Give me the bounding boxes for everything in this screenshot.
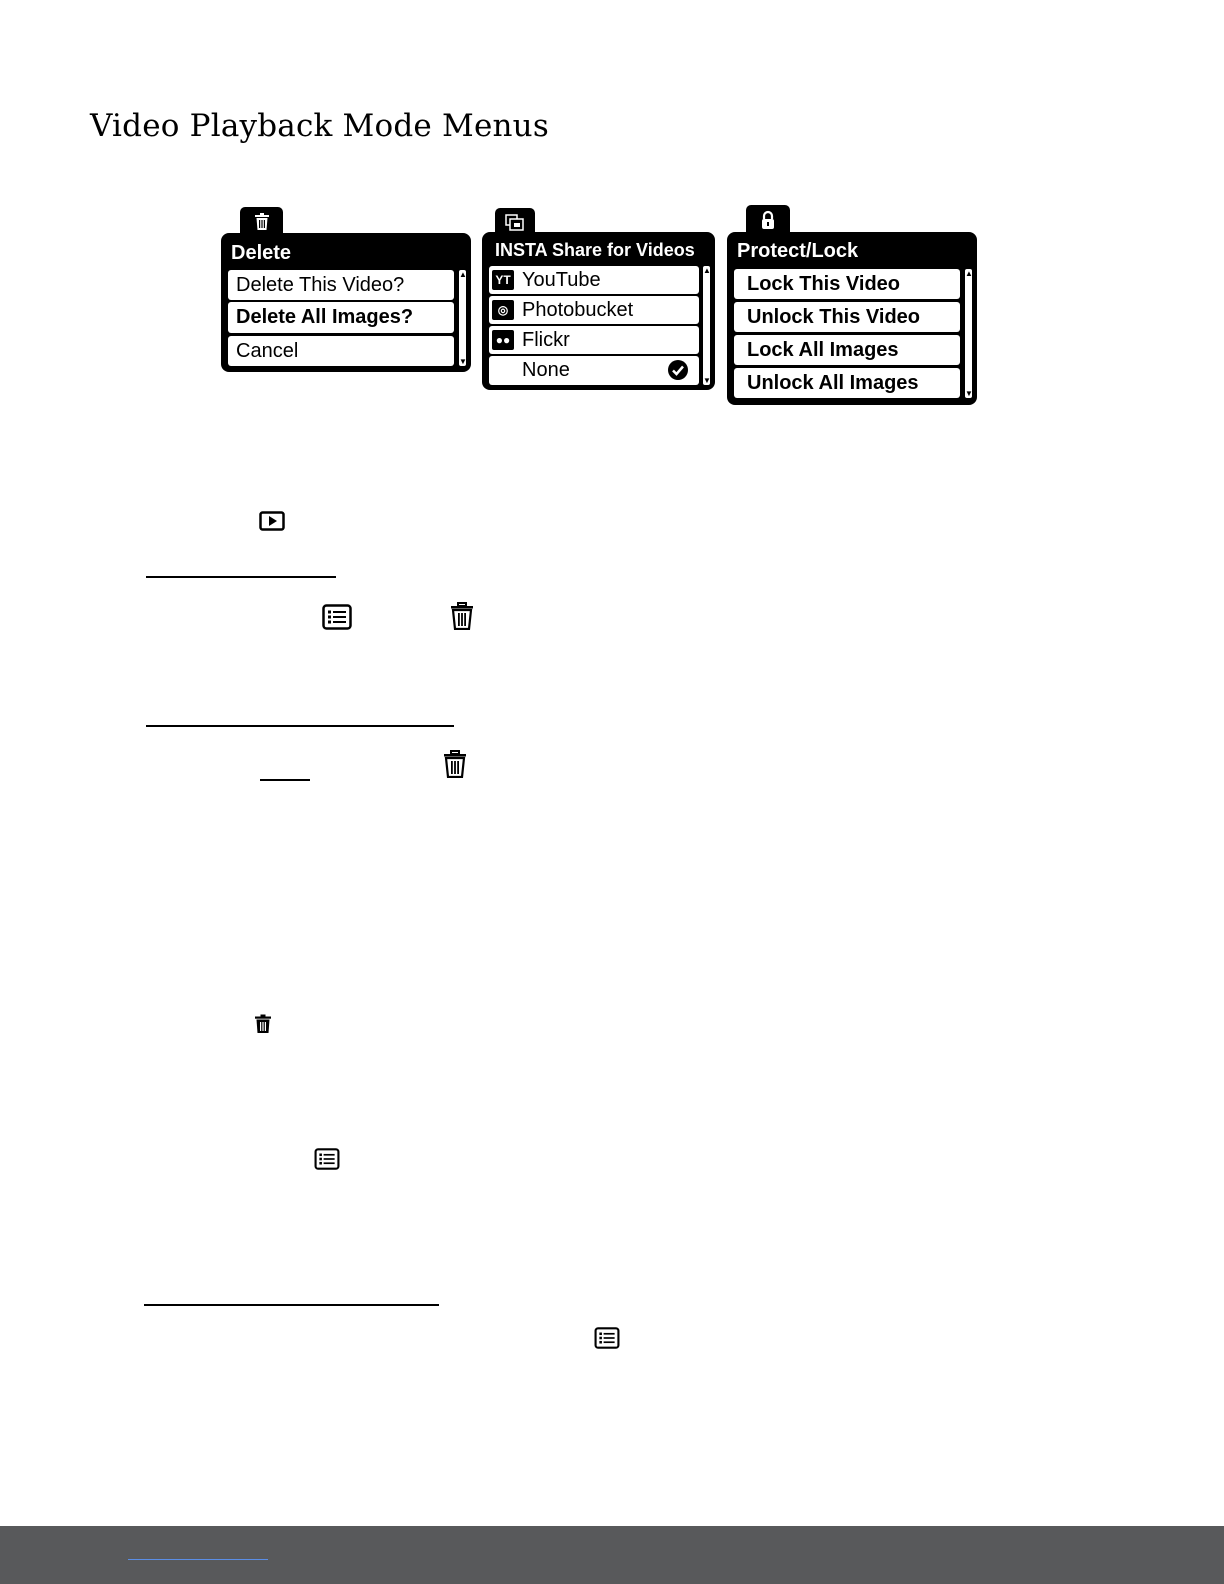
lock-icon: [760, 210, 776, 230]
delete-all-images-option[interactable]: Delete All Images?: [228, 302, 454, 333]
cancel-option[interactable]: Cancel: [228, 336, 454, 366]
trash-icon: [254, 213, 270, 231]
trash-icon: [442, 750, 468, 778]
share-photobucket-label: Photobucket: [522, 298, 634, 321]
check-icon: [667, 359, 689, 381]
menu-icon: [322, 604, 352, 630]
insta-share-scrollbar[interactable]: [703, 266, 710, 385]
delete-menu-header: Delete: [231, 242, 292, 264]
insta-share-menu-header: INSTA Share for Videos: [495, 240, 695, 260]
scroll-down-arrow-icon[interactable]: ▼: [703, 376, 711, 385]
footer-link[interactable]: [128, 1559, 268, 1560]
scroll-down-arrow-icon[interactable]: ▼: [965, 389, 973, 398]
delete-scrollbar[interactable]: [459, 270, 466, 366]
youtube-icon: YT: [492, 270, 514, 290]
menu-icon: [594, 1327, 620, 1349]
scroll-up-arrow-icon[interactable]: ▲: [459, 270, 467, 279]
flickr-icon: ●●: [492, 330, 514, 350]
trash-icon: [449, 602, 475, 630]
lock-this-video-option[interactable]: Lock This Video: [734, 269, 960, 299]
lock-all-images-option[interactable]: Lock All Images: [734, 335, 960, 365]
footer-bar: [0, 1526, 1224, 1584]
share-flickr-label: Flickr: [522, 328, 570, 351]
menu-icon: [314, 1148, 340, 1170]
scroll-up-arrow-icon[interactable]: ▲: [703, 266, 711, 275]
playback-icon: [259, 511, 285, 531]
share-flickr-option[interactable]: [489, 326, 699, 354]
share-youtube-label: YouTube: [522, 268, 601, 291]
share-icon: [505, 214, 525, 232]
section-rule-3: [144, 1304, 439, 1306]
share-none-option[interactable]: [489, 356, 699, 385]
protect-lock-scrollbar[interactable]: [965, 269, 972, 398]
section-rule-1: [146, 576, 336, 578]
section-rule-2: [146, 725, 454, 727]
share-youtube-option[interactable]: [489, 266, 699, 294]
protect-lock-tab: [746, 205, 790, 235]
underline-rule: [260, 779, 310, 781]
unlock-this-video-option[interactable]: Unlock This Video: [734, 302, 960, 332]
trash-icon: [254, 1014, 272, 1034]
photobucket-icon: ◎: [492, 300, 514, 320]
delete-this-video-option[interactable]: Delete This Video?: [228, 270, 454, 300]
page-title: Video Playback Mode Menus: [90, 108, 549, 144]
share-photobucket-option[interactable]: [489, 296, 699, 324]
share-none-label: None: [522, 359, 570, 381]
protect-lock-menu-header: Protect/Lock: [737, 240, 859, 262]
unlock-all-images-option[interactable]: Unlock All Images: [734, 368, 960, 398]
scroll-down-arrow-icon[interactable]: ▼: [459, 357, 467, 366]
scroll-up-arrow-icon[interactable]: ▲: [965, 269, 973, 278]
